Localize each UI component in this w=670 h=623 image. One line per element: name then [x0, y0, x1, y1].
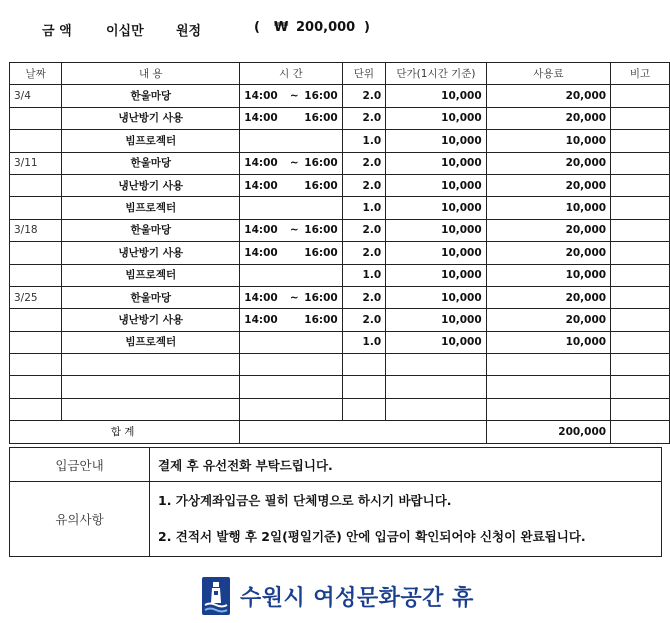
- time-end: 16:00: [304, 246, 338, 259]
- amount-open-paren: (: [254, 20, 260, 35]
- time-start: 14:00: [244, 157, 278, 170]
- fee-cell: 10,000: [486, 264, 610, 286]
- fee-cell: 20,000: [486, 309, 610, 331]
- time-cell: [240, 264, 342, 286]
- time-cell: [240, 242, 342, 264]
- time-end: 16:00: [304, 112, 338, 125]
- date-cell: [10, 376, 62, 398]
- note-cell: [611, 398, 670, 420]
- date-cell: [10, 197, 62, 219]
- notice-line-1: 1. 가상계좌입금은 필히 단체명으로 하시기 바랍니다.: [158, 493, 452, 508]
- time-cell: [240, 152, 342, 174]
- fee-cell: 20,000: [486, 242, 610, 264]
- notice-line-2: 2. 견적서 발행 후 2일(평일기준) 안에 입금이 확인되어야 신청이 완료됩니다.: [158, 529, 586, 544]
- total-label: 합 계: [10, 421, 240, 443]
- time-start: 14:00: [244, 313, 278, 326]
- amount-words: 이십만: [106, 24, 144, 39]
- fee-cell: 20,000: [486, 219, 610, 241]
- table-header-row: [10, 63, 670, 85]
- unit-price-cell: 10,000: [386, 309, 487, 331]
- date-cell: [10, 174, 62, 196]
- time-cell: [240, 107, 342, 129]
- time-cell: [240, 309, 342, 331]
- note-cell: [611, 331, 670, 353]
- time-start: 14:00: [244, 291, 278, 304]
- header-time: 시 간: [240, 63, 342, 85]
- notice-content: [150, 482, 662, 557]
- note-cell: [611, 152, 670, 174]
- fee-cell: 20,000: [486, 107, 610, 129]
- time-start: 14:00: [244, 90, 278, 103]
- note-cell: [611, 376, 670, 398]
- content-cell: 냉난방기 사용: [62, 309, 240, 331]
- content-cell: 한울마당: [62, 286, 240, 308]
- time-end: 16:00: [304, 224, 338, 237]
- unit-price-cell: 10,000: [386, 264, 487, 286]
- note-cell: [611, 174, 670, 196]
- unit-price-cell: 10,000: [386, 331, 487, 353]
- date-cell: [10, 107, 62, 129]
- table-row: [10, 286, 670, 308]
- date-cell: [10, 331, 62, 353]
- time-separator: ~: [289, 157, 299, 170]
- date-cell: 3/25: [10, 286, 62, 308]
- unit-price-cell: 10,000: [386, 197, 487, 219]
- time-separator: ~: [289, 224, 299, 237]
- content-cell: [62, 354, 240, 376]
- unit-price-cell: 10,000: [386, 107, 487, 129]
- note-cell: [611, 354, 670, 376]
- note-cell: [611, 219, 670, 241]
- time-start: 14:00: [244, 179, 278, 192]
- time-end: 16:00: [304, 291, 338, 304]
- header-unit-price: 단가(1시간 기준): [386, 63, 487, 85]
- amount-number: 200,000: [296, 20, 356, 35]
- unit-cell: 2.0: [342, 309, 385, 331]
- unit-cell: [342, 354, 385, 376]
- unit-price-cell: 10,000: [386, 174, 487, 196]
- header-content: 내 용: [62, 63, 240, 85]
- note-cell: [611, 309, 670, 331]
- table-row: [10, 376, 670, 398]
- table-row: [10, 107, 670, 129]
- fee-cell: 10,000: [486, 197, 610, 219]
- header-date: 날짜: [10, 63, 62, 85]
- time-cell: [240, 354, 342, 376]
- table-row: [10, 219, 670, 241]
- time-cell: [240, 376, 342, 398]
- unit-price-cell: [386, 376, 487, 398]
- currency-symbol: ₩: [274, 20, 289, 35]
- note-cell: [611, 85, 670, 107]
- content-cell: 빔프로젝터: [62, 331, 240, 353]
- time-separator: ~: [289, 90, 299, 103]
- note-cell: [611, 107, 670, 129]
- time-cell: [240, 398, 342, 420]
- note-cell: [611, 242, 670, 264]
- content-cell: 빔프로젝터: [62, 197, 240, 219]
- date-cell: [10, 242, 62, 264]
- fee-cell: 10,000: [486, 331, 610, 353]
- table-row: [10, 152, 670, 174]
- total-fee: 200,000: [486, 421, 610, 443]
- fee-cell: 20,000: [486, 152, 610, 174]
- time-start: 14:00: [244, 112, 278, 125]
- unit-cell: 2.0: [342, 107, 385, 129]
- unit-cell: 2.0: [342, 85, 385, 107]
- unit-price-cell: 10,000: [386, 219, 487, 241]
- unit-price-cell: 10,000: [386, 286, 487, 308]
- fee-cell: [486, 376, 610, 398]
- fee-cell: 20,000: [486, 174, 610, 196]
- time-end: 16:00: [304, 157, 338, 170]
- fee-cell: 20,000: [486, 286, 610, 308]
- unit-price-cell: 10,000: [386, 130, 487, 152]
- unit-cell: 2.0: [342, 152, 385, 174]
- note-cell: [611, 264, 670, 286]
- note-cell: [611, 197, 670, 219]
- date-cell: 3/11: [10, 152, 62, 174]
- notice-label: 유의사항: [10, 482, 150, 557]
- total-note-cell: [611, 421, 670, 443]
- table-row: [10, 309, 670, 331]
- fee-cell: 10,000: [486, 130, 610, 152]
- usage-table: [9, 62, 670, 444]
- unit-cell: 2.0: [342, 242, 385, 264]
- table-row: [10, 130, 670, 152]
- unit-price-cell: 10,000: [386, 85, 487, 107]
- date-cell: [10, 264, 62, 286]
- fee-cell: [486, 354, 610, 376]
- organization-name: 수원시 여성문화공간 휴: [240, 585, 474, 611]
- note-cell: [611, 286, 670, 308]
- lighthouse-logo-icon: [202, 577, 230, 615]
- payment-label: 입금안내: [10, 448, 150, 482]
- unit-cell: 2.0: [342, 219, 385, 241]
- table-row: [10, 398, 670, 420]
- content-cell: 빔프로젝터: [62, 264, 240, 286]
- unit-cell: 1.0: [342, 197, 385, 219]
- time-separator: ~: [289, 291, 299, 304]
- content-cell: [62, 376, 240, 398]
- content-cell: 냉난방기 사용: [62, 174, 240, 196]
- unit-cell: 1.0: [342, 331, 385, 353]
- time-cell: [240, 130, 342, 152]
- unit-price-cell: 10,000: [386, 152, 487, 174]
- time-cell: [240, 331, 342, 353]
- time-start: 14:00: [244, 224, 278, 237]
- content-cell: 한울마당: [62, 152, 240, 174]
- time-end: 16:00: [304, 179, 338, 192]
- time-cell: [240, 286, 342, 308]
- total-time-cell: [240, 421, 486, 443]
- unit-cell: 2.0: [342, 286, 385, 308]
- table-row: [10, 264, 670, 286]
- date-cell: [10, 398, 62, 420]
- content-cell: 한울마당: [62, 85, 240, 107]
- unit-cell: 1.0: [342, 130, 385, 152]
- time-start: 14:00: [244, 246, 278, 259]
- table-row: [10, 354, 670, 376]
- unit-cell: [342, 376, 385, 398]
- time-cell: [240, 197, 342, 219]
- unit-price-cell: [386, 354, 487, 376]
- table-row: [10, 331, 670, 353]
- content-cell: 냉난방기 사용: [62, 107, 240, 129]
- date-cell: 3/18: [10, 219, 62, 241]
- table-row: [10, 85, 670, 107]
- time-cell: [240, 219, 342, 241]
- header-note: 비고: [611, 63, 670, 85]
- content-cell: 냉난방기 사용: [62, 242, 240, 264]
- fee-cell: [486, 398, 610, 420]
- date-cell: [10, 130, 62, 152]
- header-unit: 단위: [342, 63, 385, 85]
- amount-unit: 원정: [176, 24, 202, 39]
- unit-price-cell: 10,000: [386, 242, 487, 264]
- amount-label: 금 액: [42, 24, 72, 39]
- table-row: [10, 174, 670, 196]
- date-cell: [10, 309, 62, 331]
- fee-cell: 20,000: [486, 85, 610, 107]
- time-end: 16:00: [304, 313, 338, 326]
- header-fee: 사용료: [486, 63, 610, 85]
- date-cell: [10, 354, 62, 376]
- table-row: [10, 242, 670, 264]
- unit-cell: [342, 398, 385, 420]
- unit-cell: 1.0: [342, 264, 385, 286]
- content-cell: [62, 398, 240, 420]
- payment-text: 결제 후 유선전화 부탁드립니다.: [150, 448, 662, 482]
- time-cell: [240, 85, 342, 107]
- total-row: [10, 421, 670, 443]
- unit-cell: 2.0: [342, 174, 385, 196]
- note-cell: [611, 130, 670, 152]
- date-cell: 3/4: [10, 85, 62, 107]
- unit-price-cell: [386, 398, 487, 420]
- table-row: [10, 197, 670, 219]
- content-cell: 빔프로젝터: [62, 130, 240, 152]
- time-cell: [240, 174, 342, 196]
- content-cell: 한울마당: [62, 219, 240, 241]
- time-end: 16:00: [304, 90, 338, 103]
- organization-logo: [202, 576, 474, 616]
- info-table: [9, 447, 662, 557]
- amount-close-paren: ): [364, 20, 370, 35]
